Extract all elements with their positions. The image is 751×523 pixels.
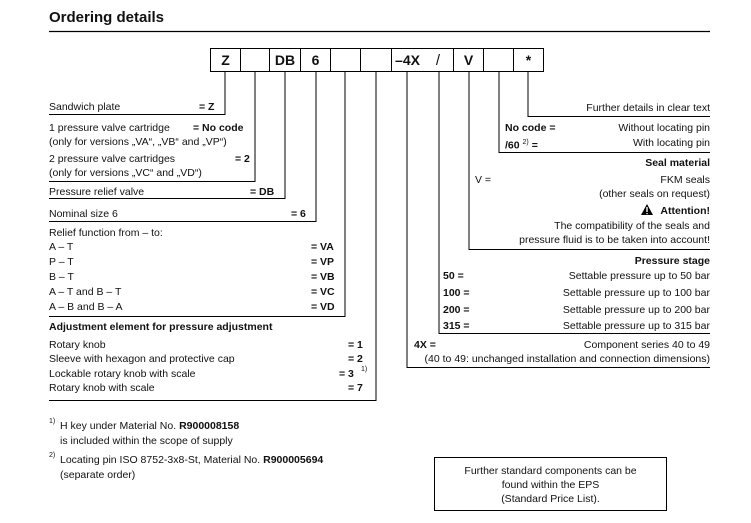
series-key: 4X = (414, 339, 436, 351)
pressure-key: 100 = (443, 287, 470, 299)
code-series: –4X (395, 52, 420, 68)
code-box-star (514, 48, 544, 72)
code-box-empty-1 (240, 48, 270, 72)
footnote-2-line-1 (60, 454, 323, 466)
code-box-empty-4 (484, 48, 514, 72)
pressure-value: Settable pressure up to 315 bar (562, 320, 710, 332)
code-box-empty-3 (361, 48, 392, 72)
eps-line-3: (Standard Price List). (501, 493, 600, 505)
function-code: = VC (311, 286, 335, 298)
footnote-1-text: H key under Material No. (60, 420, 180, 432)
nominal-size-label: Nominal size 6 (49, 208, 118, 220)
relief-valve-label: Pressure relief valve (49, 186, 145, 198)
pressure-value: Settable pressure up to 50 bar (568, 270, 710, 282)
attention-label: Attention! (660, 205, 710, 217)
code-slash: / (435, 51, 441, 69)
no-code-value-text: Without locating pin (618, 122, 710, 134)
code-box-slash (423, 48, 453, 72)
function-code: = VD (311, 301, 335, 313)
function-code: = VB (311, 271, 335, 283)
footnote-1-material-number: R900008158 (179, 420, 240, 432)
code-db: DB (274, 52, 296, 68)
footnote-2-line-2: (separate order) (60, 469, 136, 481)
series-value: Component series 40 to 49 (583, 339, 710, 351)
other-seals-note: (other seals on request) (599, 188, 710, 200)
one-cartridge-code: = No code (193, 122, 244, 134)
sixty-eq: = (531, 139, 538, 152)
footnote-2-mark: 2) (49, 452, 56, 459)
one-cartridge-label: 1 pressure valve cartridge (49, 122, 170, 134)
code-box-empty-2 (331, 48, 361, 72)
relief-function-title: Relief function from – to: (49, 227, 163, 239)
footnote-1-line-2: is included within the scope of supply (60, 435, 233, 447)
sandwich-plate-code: = Z (199, 101, 215, 113)
adjust-code: = 7 (348, 382, 363, 394)
footnote-ref-2: 2) (522, 139, 529, 146)
compatibility-line-2: pressure fluid is to be taken into account! (519, 234, 710, 246)
eps-line-1: Further standard components can be (464, 465, 637, 477)
adjust-label: Rotary knob with scale (49, 382, 155, 394)
function-label: A – T and B – T (49, 286, 122, 298)
relief-valve-code: = DB (250, 186, 275, 198)
no-code-value (618, 122, 710, 134)
further-details-label: Further details in clear text (586, 102, 710, 114)
code-star: * (525, 52, 532, 68)
warning-triangle-icon (641, 204, 653, 215)
one-cartridge-note: (only for versions „VA“, „VB“ and „VP“) (49, 136, 227, 148)
code-v: V (463, 52, 474, 68)
sixty-key-text: /60 (505, 139, 520, 152)
two-cartridges-label: 2 pressure valve cartridges (49, 153, 176, 165)
function-label: A – T (49, 241, 74, 253)
sandwich-plate-label: Sandwich plate (49, 101, 121, 113)
two-cartridges-code: = 2 (235, 153, 250, 165)
pressure-value: Settable pressure up to 100 bar (562, 287, 710, 299)
nominal-size-code: = 6 (291, 208, 306, 220)
no-code-key: No code = (505, 122, 556, 134)
adjust-code: = 2 (348, 353, 363, 365)
v-key: V = (475, 174, 492, 186)
sixty-value: With locating pin (632, 137, 710, 149)
seal-material-title: Seal material (645, 157, 710, 169)
page-title: Ordering details (49, 9, 165, 26)
series-note: (40 to 49: unchanged installation and connection dimensions) (424, 353, 710, 365)
eps-line-2: found within the EPS (501, 479, 600, 491)
adjust-code: = 3 (339, 368, 354, 380)
footnote-2-text: Locating pin ISO 8752-3x8-St, Material No. (60, 454, 264, 466)
code-box-db (270, 48, 301, 72)
adjust-label: Sleeve with hexagon and protective cap (49, 353, 235, 365)
code-box-series (392, 48, 423, 72)
code-box-v (453, 48, 484, 72)
adjustment-title: Adjustment element for pressure adjustment (49, 321, 273, 333)
footnote-1-line-1 (60, 420, 239, 432)
adjust-label: Rotary knob (49, 339, 106, 351)
adjust-label: Lockable rotary knob with scale (49, 368, 196, 380)
eps-note-box (434, 457, 667, 511)
function-label: B – T (49, 271, 74, 283)
footnote-1-mark: 1) (49, 418, 56, 425)
pressure-key: 50 = (443, 270, 464, 282)
code-box-6 (301, 48, 331, 72)
footnote-ref-1: 1) (361, 366, 368, 373)
fkm-seals: FKM seals (660, 174, 710, 186)
function-label: A – B and B – A (49, 301, 123, 313)
function-label: P – T (49, 256, 74, 268)
adjust-code: = 1 (348, 339, 363, 351)
pressure-key: 315 = (443, 320, 470, 332)
function-code: = VP (311, 256, 335, 268)
code-6: 6 (311, 52, 320, 68)
footnote-2-material-number: R900005694 (263, 454, 324, 466)
function-code: = VA (311, 241, 334, 253)
two-cartridges-note: (only for versions „VC“ and „VD“) (49, 167, 202, 179)
compatibility-line-1: The compatibility of the seals and (554, 220, 710, 232)
code-z: Z (221, 52, 230, 68)
pressure-value: Settable pressure up to 200 bar (562, 304, 710, 316)
pressure-stage-title: Pressure stage (634, 255, 710, 267)
pressure-key: 200 = (443, 304, 470, 316)
code-box-z (210, 48, 241, 72)
sixty-key (505, 137, 538, 152)
